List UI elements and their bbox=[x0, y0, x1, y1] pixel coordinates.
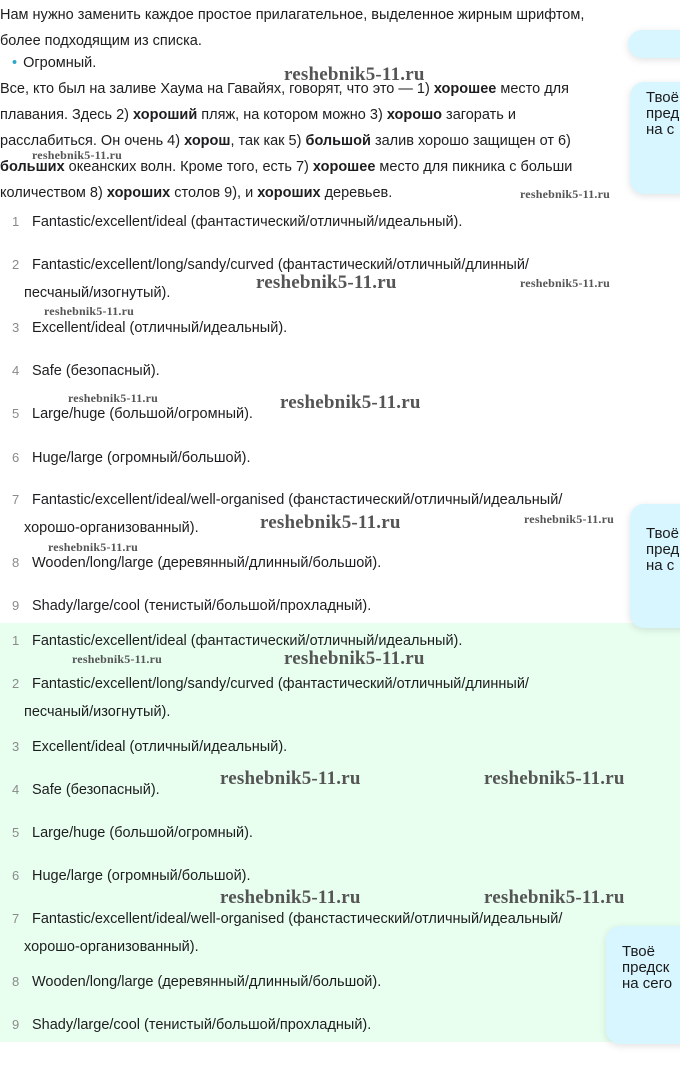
prediction-popup[interactable] bbox=[628, 30, 680, 58]
item-number: 2 bbox=[12, 257, 20, 272]
item-number: 3 bbox=[12, 320, 20, 335]
watermark: reshebnik5-11.ru bbox=[520, 276, 610, 290]
watermark: reshebnik5-11.ru bbox=[260, 512, 401, 533]
item-text: Fantastic/excellent/ideal/well-organised (фанстастический/отличный/идеальный/ bbox=[32, 492, 563, 508]
watermark: reshebnik5-11.ru bbox=[280, 392, 421, 413]
bold-word: хороших bbox=[257, 185, 321, 201]
watermark: reshebnik5-11.ru bbox=[44, 304, 134, 318]
passage-line: количеством 8) хороших столов 9), и хороших деревьев. bbox=[0, 185, 393, 201]
item-number: 1 bbox=[12, 633, 20, 648]
prediction-popup[interactable] bbox=[630, 504, 680, 628]
passage-line: расслабиться. Он очень 4) хорош, так как 5) большой залив хорошо защищен от 6) bbox=[0, 133, 571, 149]
watermark: reshebnik5-11.ru bbox=[284, 64, 425, 85]
item-text: Shady/large/cool (тенистый/большой/прохладный). bbox=[32, 598, 372, 614]
item-text: Shady/large/cool (тенистый/большой/прохладный). bbox=[32, 1017, 372, 1033]
item-text: Excellent/ideal (отличный/идеальный). bbox=[32, 739, 288, 755]
popup-line: пред bbox=[646, 105, 680, 122]
bold-word: хороших bbox=[106, 185, 171, 201]
popup-line: предск bbox=[622, 959, 670, 976]
prediction-popup[interactable] bbox=[606, 926, 680, 1044]
bullet-item-text: Огромный. bbox=[23, 55, 97, 71]
bold-word: большой bbox=[305, 133, 371, 149]
watermark: reshebnik5-11.ru bbox=[48, 540, 138, 554]
item-number: 5 bbox=[12, 825, 20, 840]
watermark: reshebnik5-11.ru bbox=[520, 187, 610, 201]
bold-word: хорошо bbox=[386, 107, 443, 123]
item-text: Large/huge (большой/огромный). bbox=[32, 406, 253, 422]
watermark: reshebnik5-11.ru bbox=[284, 648, 425, 669]
popup-line: на с bbox=[646, 557, 675, 574]
bold-word: хорош bbox=[184, 133, 231, 149]
item-number: 7 bbox=[12, 492, 20, 507]
bold-word: хороший bbox=[133, 107, 198, 123]
passage-line: плавания. Здесь 2) хороший пляж, на котором можно 3) хорошо загорать и bbox=[0, 107, 516, 123]
item-text: Large/huge (большой/огромный). bbox=[32, 825, 253, 841]
item-text: Wooden/long/large (деревянный/длинный/большой). bbox=[32, 974, 382, 990]
item-text-cont: песчаный/изогнутый). bbox=[24, 285, 171, 301]
bold-word: хорошее bbox=[433, 81, 497, 97]
bullet-item bbox=[0, 50, 96, 76]
item-number: 6 bbox=[12, 450, 20, 465]
watermark: reshebnik5-11.ru bbox=[72, 652, 162, 666]
item-number: 4 bbox=[12, 363, 20, 378]
watermark: reshebnik5-11.ru bbox=[68, 391, 158, 405]
item-number: 5 bbox=[12, 406, 20, 421]
popup-line: Твоё bbox=[646, 525, 679, 542]
instruction-line: Нам нужно заменить каждое простое прилагательное, выделенное жирным шрифтом, bbox=[0, 7, 585, 23]
popup-line: на с bbox=[646, 121, 675, 138]
item-text: Fantastic/excellent/long/sandy/curved (фантастический/отличный/длинный/ bbox=[32, 676, 529, 692]
instruction-line: более подходящим из списка. bbox=[0, 33, 202, 49]
item-text: Safe (безопасный). bbox=[32, 363, 160, 379]
passage-line: больших океанских волн. Кроме того, есть 7) хорошее место для пикника с больши bbox=[0, 159, 573, 175]
item-number: 8 bbox=[12, 974, 20, 989]
item-number: 9 bbox=[12, 1017, 20, 1032]
item-text-cont: хорошо-организованный). bbox=[24, 520, 199, 536]
popup-line: пред bbox=[646, 541, 680, 558]
item-text: Excellent/ideal (отличный/идеальный). bbox=[32, 320, 288, 336]
watermark: reshebnik5-11.ru bbox=[220, 887, 361, 908]
item-text: Huge/large (огромный/большой). bbox=[32, 450, 251, 466]
item-text-cont: хорошо-организованный). bbox=[24, 939, 199, 955]
passage-line: Все, кто был на заливе Хаума на Гавайях, говорят, что это — 1) хорошее место для bbox=[0, 81, 569, 97]
bold-word: больших bbox=[0, 159, 65, 175]
popup-line: Твоё bbox=[646, 89, 679, 106]
item-text: Fantastic/excellent/ideal/well-organised (фанстастический/отличный/идеальный/ bbox=[32, 911, 563, 927]
popup-line: Твоё bbox=[622, 943, 655, 960]
item-number: 7 bbox=[12, 911, 20, 926]
item-text: Fantastic/excellent/ideal (фантастический/отличный/идеальный). bbox=[32, 633, 463, 649]
item-number: 9 bbox=[12, 598, 20, 613]
item-text: Fantastic/excellent/long/sandy/curved (фантастический/отличный/длинный/ bbox=[32, 257, 529, 273]
prediction-popup[interactable] bbox=[630, 82, 680, 194]
item-text: Safe (безопасный). bbox=[32, 782, 160, 798]
item-number: 8 bbox=[12, 555, 20, 570]
item-text: Huge/large (огромный/большой). bbox=[32, 868, 251, 884]
item-text: Wooden/long/large (деревянный/длинный/большой). bbox=[32, 555, 382, 571]
bullet-dot-icon: • bbox=[12, 55, 18, 71]
watermark: reshebnik5-11.ru bbox=[524, 512, 614, 526]
watermark: reshebnik5-11.ru bbox=[220, 768, 361, 789]
item-number: 2 bbox=[12, 676, 20, 691]
watermark: reshebnik5-11.ru bbox=[256, 272, 397, 293]
watermark: reshebnik5-11.ru bbox=[32, 148, 122, 162]
item-number: 4 bbox=[12, 782, 20, 797]
watermark: reshebnik5-11.ru bbox=[484, 768, 625, 789]
item-number: 6 bbox=[12, 868, 20, 883]
item-text: Fantastic/excellent/ideal (фантастический/отличный/идеальный). bbox=[32, 214, 463, 230]
item-number: 3 bbox=[12, 739, 20, 754]
popup-line: на сего bbox=[622, 975, 673, 992]
item-text-cont: песчаный/изогнутый). bbox=[24, 704, 171, 720]
bold-word: хорошее bbox=[312, 159, 376, 175]
watermark: reshebnik5-11.ru bbox=[484, 887, 625, 908]
item-number: 1 bbox=[12, 214, 20, 229]
